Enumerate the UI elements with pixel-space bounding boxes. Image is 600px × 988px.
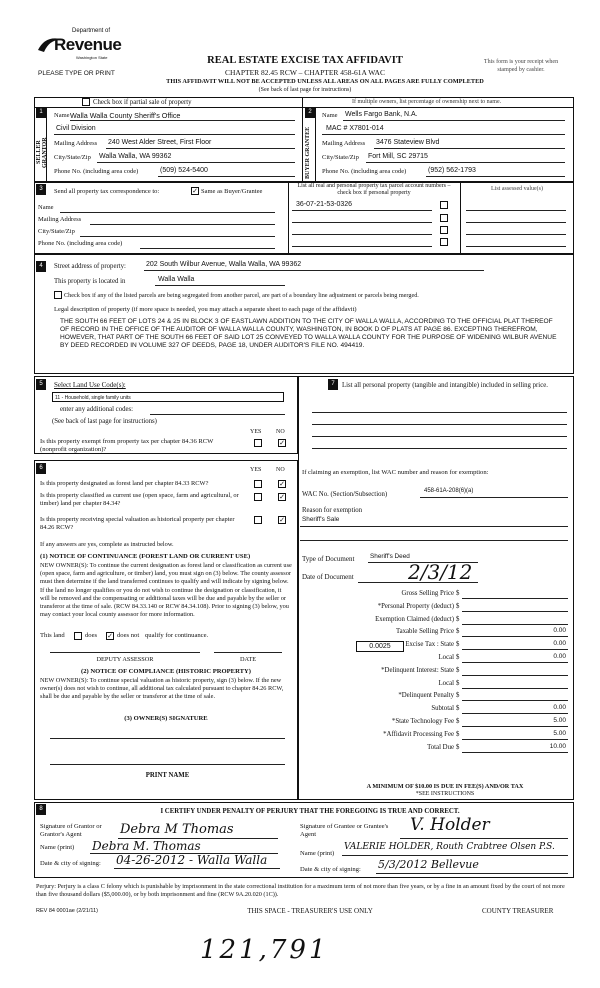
parcel-number-1[interactable]: 36-07-21-53-0326 — [296, 201, 353, 208]
street-label: Street address of property: — [54, 263, 126, 270]
tax-row — [300, 690, 572, 703]
parcel-3-checkbox[interactable] — [440, 226, 448, 234]
tax-row-dollar: $ — [456, 679, 460, 687]
notice-compliance-title: (2) NOTICE OF COMPLIANCE (HISTORIC PROPERTY) — [81, 668, 251, 675]
tax-row-dollar: $ — [456, 692, 460, 700]
reason-label: Reason for exemption — [302, 507, 363, 514]
notice-continuance-text: NEW OWNER(S): To continue the current designation as forest land or classification as current use (open space, farm and agriculture, or timber) land, you must sign on (3) below. The county assessor must then determine if the land transferred continues to qualify and will indicate by signing below. If the land no longer qualifies or you do not wish to continue the designation or classification, it will be removed and the compensating or additional taxes will be due and payable by the seller or transferor at the time of sale. (RCW 84.33.140 or RCW 84.34.108). Prior to signing (3) below, you may contact your local county assessor for more information. — [40, 562, 292, 619]
instructions-note: (See back of last page for instructions) — [258, 87, 352, 93]
seller-city-label: City/State/Zip — [54, 154, 91, 161]
tax-row — [300, 626, 572, 639]
tax-row-value[interactable]: 0.00 — [553, 627, 566, 635]
buyer-name-input[interactable]: Wells Fargo Bank, N.A. — [345, 111, 418, 118]
exempt-yes-checkbox[interactable] — [254, 439, 262, 447]
same-as-buyer-label: Same as Buyer/Grantee — [201, 188, 263, 195]
tax-row-value[interactable]: 5.00 — [553, 717, 566, 724]
section-3-number: 3 — [36, 184, 46, 195]
local-rate-box[interactable] — [356, 641, 404, 652]
section-6-yes: YES — [250, 467, 262, 473]
tax-row-label: *State Technology Fee — [391, 718, 454, 725]
historic-question: Is this property receiving special valuation as historical property per chapter 84.26 RCW? — [40, 516, 235, 531]
certify-statement: I CERTIFY UNDER PENALTY OF PERJURY THAT THE FOREGOING IS TRUE AND CORRECT. — [160, 808, 460, 815]
treasurer-space: THIS SPACE - TREASURER'S USE ONLY — [247, 907, 373, 915]
perjury-notice: Perjury: Perjury is a class C felony which is punishable by imprisonment in the state correctional institution for a maximum term of not more than five years, or by a fine in an amount fixed by the court of not more than five thousand dollars ($5,000.00), or by both imprisonment and fine (RCW 9A.20.020 (1C)). — [36, 883, 565, 899]
tax-row-dollar: $ — [456, 666, 460, 674]
forest-no-checkbox[interactable]: ✓ — [279, 480, 285, 488]
tax-row-value[interactable]: 0.00 — [553, 704, 566, 712]
dor-logo — [36, 28, 126, 68]
section-4-frame — [34, 254, 574, 374]
tax-row-dollar: $ — [456, 718, 460, 725]
doc-type-input[interactable]: Sheriff's Deed — [370, 553, 410, 560]
see-back-label: (See back of last page for instructions) — [52, 418, 157, 425]
buyer-name-line2[interactable]: MAC # X7801-014 — [326, 125, 384, 132]
tax-row — [300, 742, 572, 755]
form-number: REV 84 0001ae (2/21/11) — [36, 908, 98, 914]
tax-row-dollar: $ — [456, 590, 460, 597]
seller-phone-input[interactable]: (509) 524-5400 — [160, 167, 208, 174]
tax-row-dollar: $ — [456, 628, 460, 636]
buyer-city-input[interactable]: Fort Mill, SC 29715 — [368, 153, 428, 160]
current-use-yes-checkbox[interactable] — [254, 493, 262, 501]
tax-row-label: *Affidavit Processing Fee — [383, 730, 454, 738]
tax-row-label: Taxable Selling Price — [395, 628, 454, 636]
tax-row-label: Subtotal — [431, 705, 454, 713]
seller-phone-label: Phone No. (including area code) — [54, 168, 139, 175]
logo-revenue: Revenue — [54, 35, 122, 54]
buyer-phone-label: Phone No. (including area code) — [322, 168, 407, 175]
notice-compliance-text: NEW OWNER(S): To continue special valuation as historic property, sign (3) below. If the new owner(s) does not wish to continue, all additional tax calculated pursuant to chapter 84.26 RCW, shall be due and payable by the seller or transferor at the time of sale. — [40, 677, 284, 701]
grantor-name-print[interactable]: Debra M. Thomas — [92, 839, 201, 853]
historic-no-checkbox[interactable]: ✓ — [279, 516, 285, 524]
doc-date-label: Date of Document — [302, 573, 354, 581]
tax-row-dollar: $ — [456, 654, 460, 661]
does-label: does — [85, 632, 98, 639]
assessed-header: List assessed value(s) — [491, 186, 543, 192]
see-instructions: *SEE INSTRUCTIONS — [415, 791, 475, 797]
section-5-yes: YES — [250, 429, 262, 435]
date-label: DATE — [239, 656, 257, 663]
buyer-name-label: Name — [322, 112, 338, 119]
land-use-select[interactable] — [52, 392, 284, 402]
buyer-phone-input[interactable]: (952) 562-1793 — [428, 167, 476, 174]
additional-codes-label: enter any additional codes: — [60, 406, 134, 413]
this-land-label: This land — [40, 632, 65, 639]
seller-address-label: Mailing Address — [54, 140, 98, 147]
tax-row — [300, 729, 572, 742]
type-or-print: PLEASE TYPE OR PRINT — [38, 70, 115, 77]
doc-type-label: Type of Document — [302, 555, 355, 563]
tax-row — [300, 703, 572, 716]
legal-description[interactable]: THE SOUTH 66 FEET OF LOTS 24 & 25 IN BLOCK 3 OF EASTLAWN ADDITION TO THE CITY OF WALLA WALLA, ACCORDING TO THE OFFICIAL PLAT THEREOF OF RECORD IN THE OFFICE OF THE AUDITOR OF WALLA WALLA COUNTY, WASHINGTON, IN BOOK D OF PLATS AT PAGE 86. EXCEPTING THEREFROM, HOWEVER, THAT PART OF THE SOUTH 66 FEET OF SAID LOT 25 CONVEYED TO WALLA WALLA COUNTY FOR THE PURPOSE OF WIDENING WILBUR AVENUE BY DEED RECORDED IN VOLUME 327 OF DEEDS, PAGE 18, UNDER AUDITOR'S FILE NO. 494419. — [60, 318, 557, 349]
tax-row-value[interactable]: 10.00 — [549, 742, 566, 750]
section-8-number: 8 — [36, 804, 46, 815]
section-5-number: 5 — [36, 379, 46, 390]
multiple-owners-label: If multiple owners, list percentage of ownership next to name. — [352, 99, 502, 105]
section-2-number: 2 — [305, 107, 315, 118]
buyer-city-label: City/State/Zip — [322, 154, 359, 161]
land-use-select-value: 11 - Household, single family units — [55, 395, 131, 401]
current-use-question: Is this property classified as current use (open space, farm and agricultural, or timber) land per chapter 84.34? — [40, 492, 239, 507]
exemption-label: If claiming an exemption, list WAC number and reason for exemption: — [302, 469, 489, 476]
tax-row — [300, 601, 572, 614]
exempt-question: Is this property exempt from property tax per chapter 84.36 RCW (nonprofit organization)? — [40, 438, 214, 453]
grantee-signature[interactable]: V. Holder — [410, 815, 490, 835]
exempt-no-checkbox[interactable]: ✓ — [279, 439, 285, 447]
tax-row — [300, 665, 572, 678]
tax-row-label: Local — [438, 679, 454, 687]
tax-row-dollar: $ — [456, 730, 460, 738]
partial-sale-label: Check box if partial sale of property — [93, 99, 192, 106]
county-treasurer: COUNTY TREASURER — [482, 907, 554, 915]
seller-city-input[interactable]: Walla Walla, WA 99362 — [99, 153, 172, 160]
forest-yes-checkbox[interactable] — [254, 480, 262, 488]
form-title: REAL ESTATE EXCISE TAX AFFIDAVIT — [207, 55, 403, 66]
grantee-name-print[interactable]: VALERIE HOLDER, Routh Crabtree Olsen P.S. — [344, 842, 555, 852]
section-7-number: 7 — [328, 379, 338, 390]
logo-washington: Washington State — [76, 55, 108, 60]
tax-row-label: Excise Tax : State — [405, 641, 454, 649]
if-yes-note: If any answers are yes, complete as instructed below. — [40, 541, 174, 548]
notice-continuance-title: (1) NOTICE OF CONTINUANCE (FOREST LAND OR CURRENT USE) — [40, 553, 251, 560]
tax-row-value[interactable]: 0.00 — [553, 653, 566, 660]
name-label-3: Name — [38, 204, 54, 211]
tax-row — [300, 716, 572, 729]
phone-label-3: Phone No. (including area code) — [38, 240, 123, 247]
does-not-label: does not — [117, 632, 140, 639]
tax-row-label: Gross Selling Price — [401, 590, 454, 597]
wac-input[interactable]: 458-61A-208(6)(a) — [424, 488, 474, 494]
grantee-name-label: Name (print) — [300, 850, 335, 857]
partial-sale-checkbox[interactable] — [82, 98, 90, 106]
tax-row-label: Local — [438, 654, 454, 661]
minimum-note: A MINIMUM OF $10.00 IS DUE IN FEE(S) AND/OR TAX — [366, 783, 524, 790]
qualify-label: qualify for continuance. — [145, 632, 209, 639]
tax-row — [300, 614, 572, 627]
tax-row — [300, 639, 572, 652]
tax-calc-table — [300, 588, 572, 758]
logo-dept-line1: Department of — [72, 28, 111, 34]
tax-row-label: Exemption Claimed (deduct) — [375, 615, 454, 623]
tax-row — [300, 652, 572, 665]
seller-grantor-label: SELLER GRANTOR — [36, 137, 48, 168]
personal-property-label: List all personal property (tangible and intangible) included in selling price. — [342, 382, 548, 389]
seller-name-input[interactable]: Walla Walla County Sheriff's Office — [70, 111, 181, 120]
land-use-label: Select Land Use Code(s): — [54, 381, 126, 389]
seller-name-line2[interactable]: Civil Division — [56, 125, 96, 132]
section-4-number: 4 — [36, 261, 46, 272]
tax-row-label: *Personal Property (deduct) — [377, 602, 454, 610]
tax-row-value[interactable]: 5.00 — [553, 729, 566, 737]
buyer-grantee-label: BUYER GRANTEE — [305, 126, 311, 179]
parcel-2-checkbox[interactable] — [440, 214, 448, 222]
section-5-no: NO — [276, 429, 285, 435]
accounts-header: List all real and personal property tax parcel account numbers – check box if personal property — [297, 183, 451, 196]
grantor-signature[interactable]: Debra M Thomas — [120, 822, 234, 837]
correspondence-label: Send all property tax correspondence to: — [54, 188, 160, 195]
section-6-no: NO — [276, 467, 285, 473]
grantor-date-city[interactable]: 04-26-2012 - Walla Walla — [116, 853, 268, 867]
tax-row-dollar: $ — [456, 743, 460, 751]
receipt-note: This form is your receipt when stamped by cashier. — [483, 59, 559, 73]
tax-row-dollar: $ — [456, 641, 460, 649]
parcel-1-checkbox[interactable] — [440, 201, 448, 209]
address-label-3: Mailing Address — [38, 216, 82, 223]
deputy-assessor-label: DEPUTY ASSESSOR — [96, 656, 154, 663]
same-as-buyer-checkbox[interactable]: ✓ — [192, 187, 198, 195]
tax-row — [300, 678, 572, 691]
tax-row-label: Total Due — [427, 743, 454, 751]
owner-signature-title: (3) OWNER(S) SIGNATURE — [124, 715, 208, 722]
grantee-date-city[interactable]: 5/3/2012 Bellevue — [378, 858, 479, 871]
form-warning: THIS AFFIDAVIT WILL NOT BE ACCEPTED UNLESS ALL AREAS ON ALL PAGES ARE FULLY COMPLETED — [166, 78, 484, 85]
wac-label: WAC No. (Section/Subsection) — [302, 491, 388, 498]
local-rate-value: 0.0025 — [369, 643, 391, 650]
current-use-no-checkbox[interactable]: ✓ — [279, 493, 285, 501]
grantee-signature-label: Signature of Grantee or Grantee's Agent — [300, 823, 389, 838]
forest-question: Is this property designated as forest land per chapter 84.33 RCW? — [40, 480, 209, 487]
street-input[interactable]: 202 South Wilbur Avenue, Walla Walla, WA 99362 — [146, 261, 302, 268]
section-6-number: 6 — [36, 463, 46, 474]
form-subtitle: CHAPTER 82.45 RCW – CHAPTER 458-61A WAC — [225, 68, 385, 77]
segregated-checkbox[interactable] — [54, 291, 62, 299]
does-not-checkbox[interactable]: ✓ — [107, 632, 113, 640]
city-label-3: City/State/Zip — [38, 228, 75, 235]
tax-row-dollar: $ — [456, 602, 460, 610]
segregated-label: Check box if any of the listed parcels are being segregated from another parcel, are part of a boundary line adjustment or parcels being merged. — [64, 292, 419, 299]
tax-row — [300, 588, 572, 601]
grantor-date-city-label: Date & city of signing: — [40, 860, 101, 867]
print-name-label: PRINT NAME — [145, 772, 190, 779]
reason-input[interactable]: Sheriff's Sale — [302, 516, 340, 523]
located-input[interactable]: Walla Walla — [158, 276, 195, 283]
historic-yes-checkbox[interactable] — [254, 516, 262, 524]
does-checkbox[interactable] — [74, 632, 82, 640]
grantee-date-city-label: Date & city of signing: — [300, 866, 361, 873]
parcel-4-checkbox[interactable] — [440, 238, 448, 246]
buyer-address-input[interactable]: 3476 Stateview Blvd — [376, 139, 440, 146]
seller-address-input[interactable]: 240 West Alder Street, First Floor — [108, 139, 212, 146]
seller-name-label: Name — [54, 112, 70, 119]
located-label: This property is located in — [54, 278, 126, 285]
section-1-number: 1 — [36, 107, 46, 118]
handwritten-number: 121,791 — [200, 935, 329, 965]
doc-date-input[interactable]: 2/3/12 — [408, 560, 473, 584]
grantor-name-label: Name (print) — [40, 844, 75, 851]
legal-label: Legal description of property (if more space is needed, you may attach a separate sheet to each page of the affidavit) — [54, 306, 357, 313]
tax-row-label: *Delinquent Interest: State — [381, 666, 454, 674]
section-6-frame — [34, 460, 298, 800]
tax-row-dollar: $ — [456, 705, 460, 713]
tax-row-label: *Delinquent Penalty — [398, 692, 454, 700]
tax-row-value[interactable]: 0.00 — [553, 640, 566, 648]
buyer-address-label: Mailing Address — [322, 140, 366, 147]
grantor-signature-label: Signature of Grantor or Grantor's Agent — [40, 823, 102, 838]
tax-row-dollar: $ — [456, 615, 460, 623]
